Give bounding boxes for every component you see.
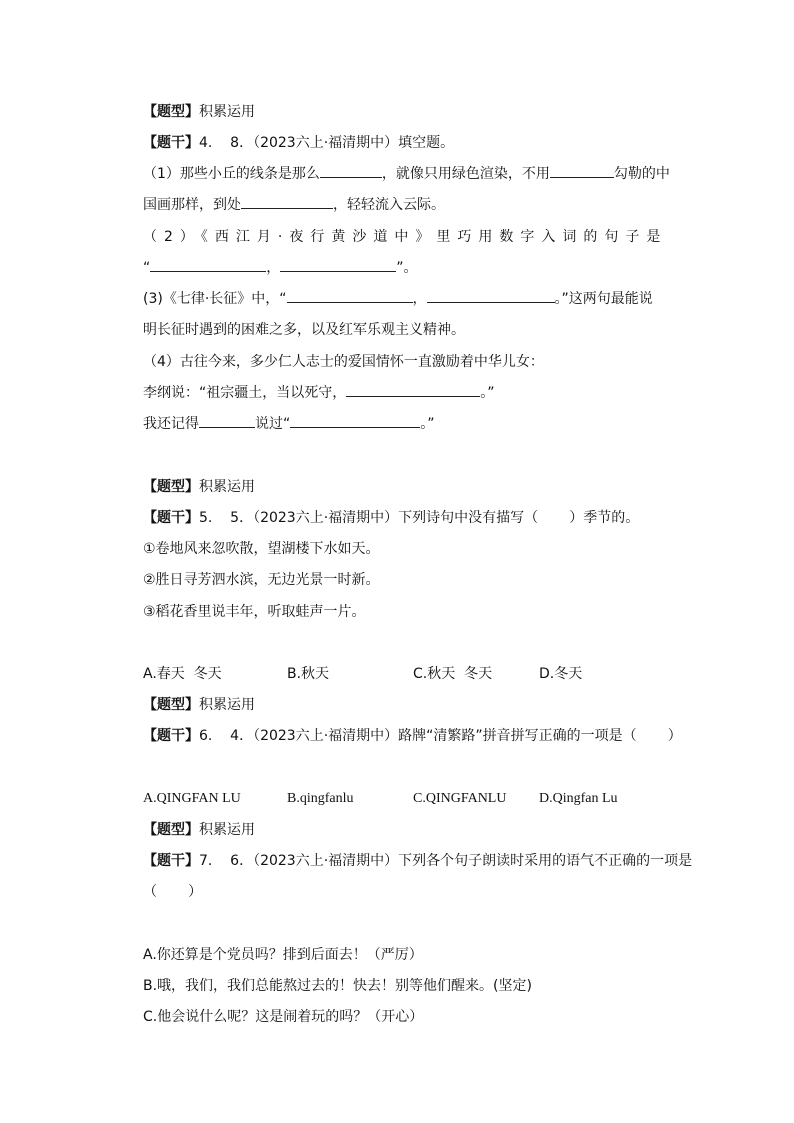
- option-c[interactable]: C.QINGFANLU: [413, 791, 507, 806]
- stem-label: 【题干】: [143, 135, 199, 151]
- answer-blank[interactable]: [290, 414, 420, 428]
- option-b[interactable]: B.哦，我们，我们总能熬过去的！快去！别等他们醒来。(坚定): [143, 978, 532, 994]
- stem-tail: （ ）: [143, 884, 203, 900]
- fill-line: [143, 414, 435, 434]
- text: 说过“: [255, 416, 291, 432]
- fill-line: [143, 383, 495, 403]
- text: 勾勒的中: [613, 166, 670, 182]
- text: ，轻轻流入云际。: [333, 197, 445, 213]
- fill-line: [143, 195, 445, 215]
- text: ，就像只用绿色渲染，不用: [381, 166, 550, 182]
- stem-text: 6. 4．（2023六上·福清期中）路牌“清繁路”拼音拼写正确的一项是（ ）: [199, 728, 682, 744]
- option-d[interactable]: D.冬天: [539, 666, 583, 682]
- option-c[interactable]: C.他会说什么呢？这是闹着玩的吗？（开心）: [143, 1009, 424, 1025]
- question-type-row: [143, 102, 255, 122]
- question-stem-row: [143, 508, 639, 528]
- option-d[interactable]: D.Qingfan Lu: [539, 791, 618, 806]
- option-c[interactable]: C.秋天 冬天: [413, 666, 493, 682]
- text: ，: [412, 291, 427, 307]
- text: ”。: [396, 260, 418, 276]
- poem-line: ③稻花香里说丰年，听取蛙声一片。: [143, 604, 366, 620]
- fill-line: [143, 289, 653, 309]
- stem-label: 【题干】: [143, 853, 199, 869]
- option-b[interactable]: B.qingfanlu: [287, 791, 354, 806]
- fill-line: [143, 258, 418, 278]
- type-label: 【题型】: [143, 822, 199, 838]
- answer-blank[interactable]: [280, 258, 396, 272]
- option-b[interactable]: B.秋天: [287, 666, 330, 682]
- question-type-row: [143, 477, 255, 497]
- answer-blank[interactable]: [241, 195, 333, 209]
- answer-blank[interactable]: [287, 289, 413, 303]
- text: 。”这两句最能说: [554, 291, 653, 307]
- question-stem-row: [143, 133, 454, 153]
- text: “: [143, 260, 151, 276]
- type-value: 积累运用: [199, 479, 255, 495]
- text: （1）那些小丘的线条是那么: [143, 166, 320, 182]
- question-stem-row: [143, 851, 692, 871]
- question-type-row: [143, 820, 255, 840]
- question-type-row: [143, 695, 255, 715]
- stem-text: 4. 8．（2023六上·福清期中）填空题。: [199, 135, 455, 151]
- poem-line: ①卷地风来忽吹散，望湖楼下水如天。: [143, 541, 380, 557]
- text: 明长征时遇到的困难之多，以及红军乐观主义精神。: [143, 322, 465, 338]
- answer-blank[interactable]: [550, 164, 614, 178]
- text: 。”: [480, 385, 495, 401]
- answer-blank[interactable]: [427, 289, 555, 303]
- type-value: 积累运用: [199, 697, 255, 713]
- stem-label: 【题干】: [143, 728, 199, 744]
- option-a[interactable]: A.你还算是个党员吗？排到后面去！（严厉）: [143, 947, 423, 963]
- poem-line: ②胜日寻芳泗水滨，无边光景一时新。: [143, 572, 380, 588]
- answer-blank[interactable]: [199, 414, 255, 428]
- fill-line: [143, 352, 544, 372]
- type-label: 【题型】: [143, 479, 199, 495]
- type-label: 【题型】: [143, 697, 199, 713]
- fill-line: [143, 320, 465, 340]
- text: 李纲说：“祖宗疆土，当以死守，: [143, 385, 347, 401]
- fill-line: [143, 164, 670, 184]
- text: ，: [266, 260, 281, 276]
- answer-blank[interactable]: [346, 383, 480, 397]
- text: 国画那样，到处: [143, 197, 241, 213]
- answer-blank[interactable]: [150, 258, 266, 272]
- type-value: 积累运用: [199, 822, 255, 838]
- option-a[interactable]: A.QINGFAN LU: [143, 791, 241, 806]
- stem-text: 5. 5．（2023六上·福清期中）下列诗句中没有描写（ ）季节的。: [199, 510, 640, 526]
- text: 。”: [420, 416, 435, 432]
- question-stem-row: [143, 726, 682, 746]
- text: （2）《西江月·夜行黄沙道中》里巧用数字入词的句子是: [143, 229, 668, 245]
- type-label: 【题型】: [143, 104, 199, 120]
- type-value: 积累运用: [199, 104, 255, 120]
- stem-label: 【题干】: [143, 510, 199, 526]
- fill-line: [143, 227, 667, 247]
- stem-text: 7. 6．（2023六上·福清期中）下列各个句子朗读时采用的语气不正确的一项是: [199, 853, 693, 869]
- text: (3)《七律·长征》中，“: [143, 291, 287, 307]
- option-a[interactable]: A.春天 冬天: [143, 666, 222, 682]
- text: （4）古往今来，多少仁人志士的爱国情怀一直激励着中华儿女：: [143, 354, 544, 370]
- answer-blank[interactable]: [320, 164, 382, 178]
- text: 我还记得: [143, 416, 199, 432]
